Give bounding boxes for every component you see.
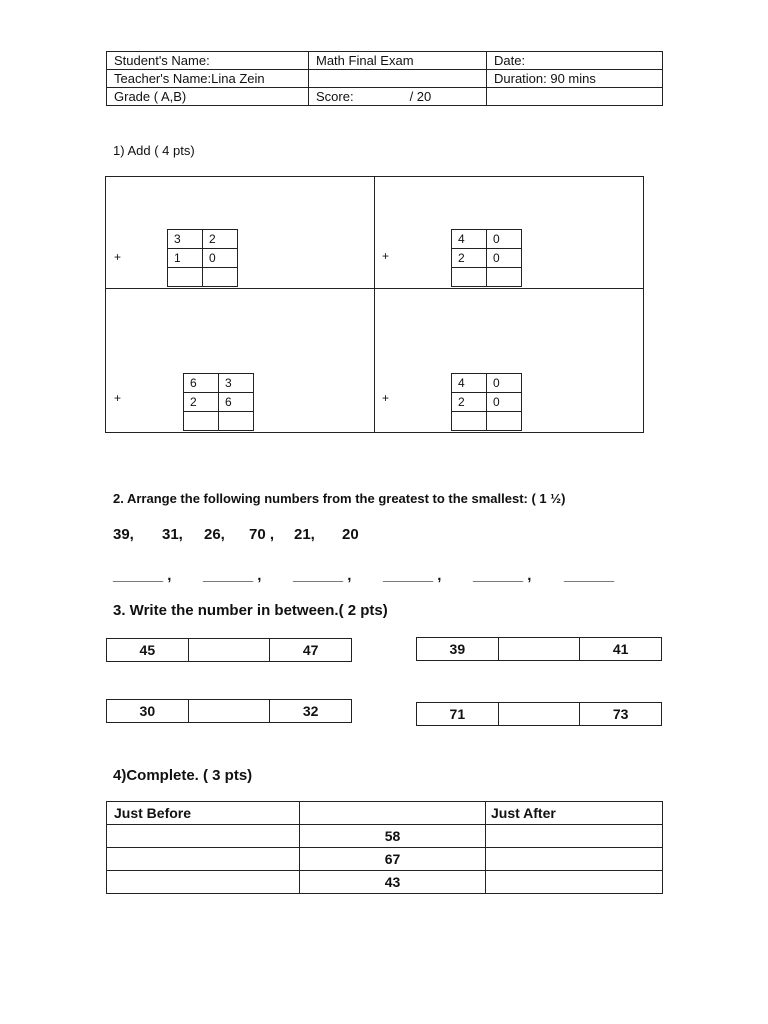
answer-box[interactable] [452, 268, 487, 287]
after-number: 32 [270, 700, 352, 723]
number-item: 39, [113, 526, 134, 543]
between-answer-box[interactable] [188, 700, 270, 723]
between-answer-box[interactable] [498, 703, 580, 726]
plus-sign: + [114, 391, 122, 405]
addition-problem [167, 229, 238, 287]
table-header-row [107, 802, 663, 825]
plus-sign: + [382, 391, 390, 405]
addition-problem [451, 373, 522, 431]
grade: Grade ( A,B) [107, 88, 309, 106]
header-row [107, 70, 663, 88]
exam-title: Math Final Exam [309, 52, 487, 70]
digit: 6 [219, 393, 254, 412]
between-row [106, 638, 352, 662]
just-after-answer[interactable] [486, 848, 663, 871]
just-before-answer[interactable] [107, 871, 300, 894]
given-number: 67 [300, 848, 486, 871]
digit: 1 [168, 249, 203, 268]
teacher-name: Teacher's Name:Lina Zein [107, 70, 309, 88]
between-answer-box[interactable] [188, 639, 270, 662]
after-number: 73 [580, 703, 662, 726]
digit: 4 [452, 230, 487, 249]
before-number: 39 [417, 638, 499, 661]
just-after-header: Just After [486, 802, 663, 825]
digit: 2 [452, 249, 487, 268]
after-number: 47 [270, 639, 352, 662]
number-item: 70 , [249, 526, 275, 543]
plus-sign: + [382, 249, 390, 263]
header-empty-cell [309, 70, 487, 88]
grid-divider [106, 288, 643, 289]
header-table [106, 51, 663, 106]
answer-box[interactable] [184, 412, 219, 431]
given-number: 58 [300, 825, 486, 848]
after-number: 41 [580, 638, 662, 661]
before-number: 71 [417, 703, 499, 726]
addition-problem [451, 229, 522, 287]
digit: 0 [487, 393, 522, 412]
digit: 0 [487, 249, 522, 268]
between-answer-box[interactable] [498, 638, 580, 661]
answer-box[interactable] [168, 268, 203, 287]
grid-divider [374, 177, 375, 432]
just-before-header: Just Before [107, 802, 300, 825]
just-after-answer[interactable] [486, 871, 663, 894]
addition-grid [105, 176, 644, 433]
answer-box[interactable] [487, 268, 522, 287]
digit: 6 [184, 374, 219, 393]
number-item: 31, [162, 526, 183, 543]
answer-blank[interactable]: ______ , [473, 567, 532, 584]
between-row [416, 702, 662, 726]
between-row [416, 637, 662, 661]
number-item: 26, [204, 526, 225, 543]
q1-heading: 1) Add ( 4 pts) [113, 143, 195, 158]
digit: 2 [203, 230, 238, 249]
answer-box[interactable] [487, 412, 522, 431]
answer-blank[interactable]: ______ [564, 567, 615, 584]
header-row [107, 88, 663, 106]
table-row [107, 825, 663, 848]
plus-sign: + [114, 250, 122, 264]
number-item: 20 [342, 526, 359, 543]
just-before-answer[interactable] [107, 848, 300, 871]
digit: 0 [487, 230, 522, 249]
date-label: Date: [487, 52, 663, 70]
header-empty-cell [487, 88, 663, 106]
digit: 0 [487, 374, 522, 393]
student-name-label: Student's Name: [107, 52, 309, 70]
answer-blank[interactable]: ______ , [383, 567, 442, 584]
digit: 2 [184, 393, 219, 412]
header-row [107, 52, 663, 70]
addition-problem [183, 373, 254, 431]
complete-table [106, 801, 663, 894]
digit: 3 [168, 230, 203, 249]
digit: 4 [452, 374, 487, 393]
digit: 2 [452, 393, 487, 412]
score-label: Score: [316, 89, 354, 104]
q2-heading: 2. Arrange the following numbers from the greatest to the smallest: ( 1 ½) [113, 491, 566, 506]
digit: 3 [219, 374, 254, 393]
before-number: 30 [107, 700, 189, 723]
just-after-answer[interactable] [486, 825, 663, 848]
before-number: 45 [107, 639, 189, 662]
given-number: 43 [300, 871, 486, 894]
between-row [106, 699, 352, 723]
answer-blank[interactable]: ______ , [293, 567, 352, 584]
just-before-answer[interactable] [107, 825, 300, 848]
duration: Duration: 90 mins [487, 70, 663, 88]
answer-box[interactable] [203, 268, 238, 287]
table-row [107, 848, 663, 871]
answer-box[interactable] [219, 412, 254, 431]
score-cell [309, 88, 487, 106]
q4-heading: 4)Complete. ( 3 pts) [113, 767, 253, 784]
score-max: / 20 [409, 89, 432, 104]
answer-blank[interactable]: ______ , [113, 567, 172, 584]
answer-box[interactable] [452, 412, 487, 431]
number-header [300, 802, 486, 825]
table-row [107, 871, 663, 894]
answer-blank[interactable]: ______ , [203, 567, 262, 584]
number-item: 21, [294, 526, 315, 543]
digit: 0 [203, 249, 238, 268]
q3-heading: 3. Write the number in between.( 2 pts) [113, 602, 388, 619]
